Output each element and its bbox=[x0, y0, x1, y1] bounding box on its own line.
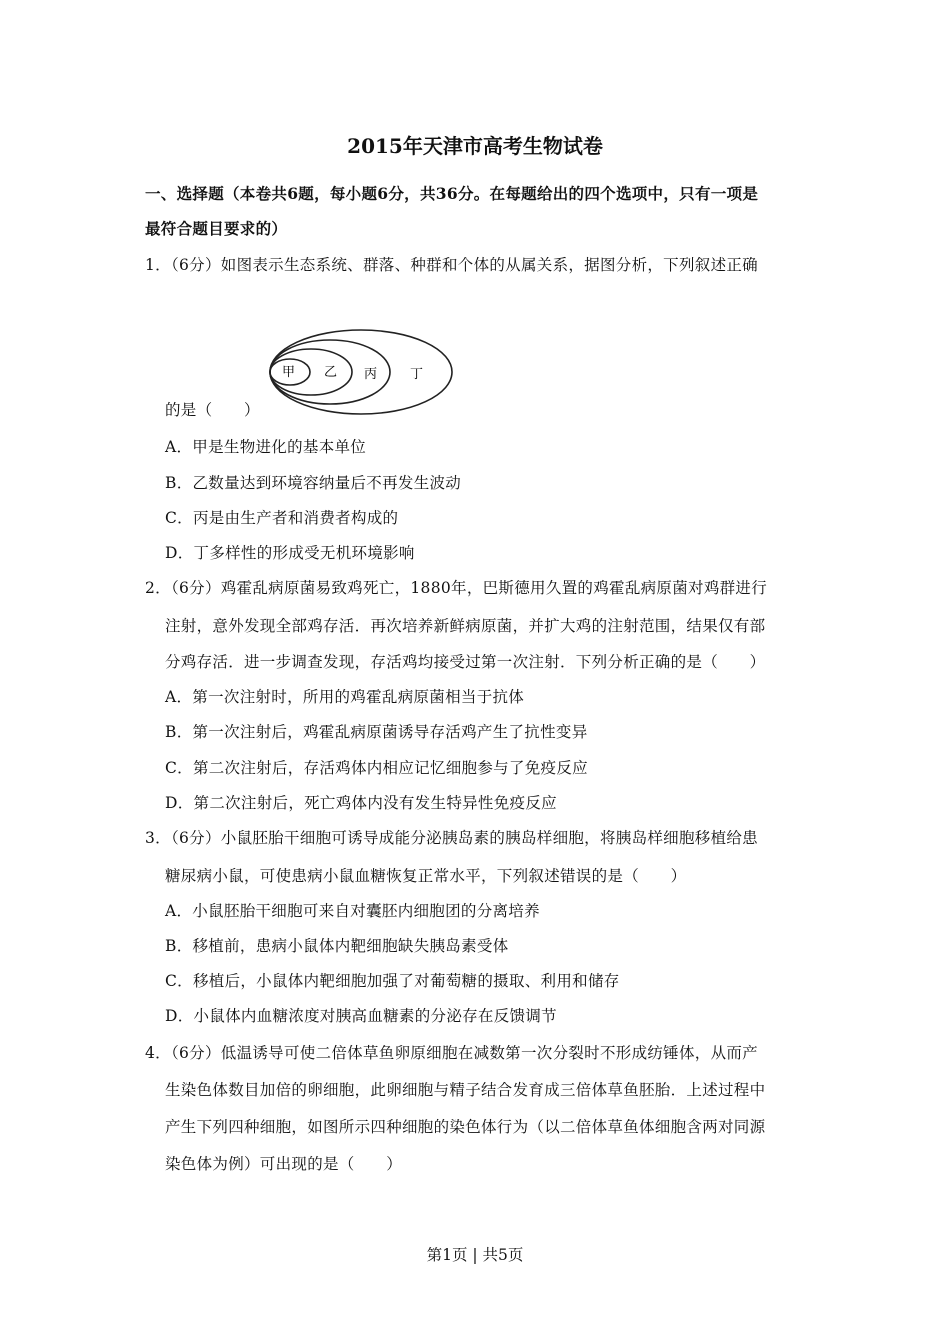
label-yi: 乙 bbox=[324, 365, 338, 380]
question-2-option-c: C．第二次注射后，存活鸡体内相应记忆细胞参与了免疫反应 bbox=[165, 759, 588, 777]
question-1-stem: 1．（6分）如图表示生态系统、群落、种群和个体的从属关系，据图分析，下列叙述正确 bbox=[145, 256, 758, 274]
question-3-stem: 3．（6分）小鼠胚胎干细胞可诱导成能分泌胰岛素的胰岛样细胞，将胰岛样细胞移植给患 bbox=[145, 829, 758, 847]
question-1-option-b: B．乙数量达到环境容纳量后不再发生波动 bbox=[165, 474, 462, 492]
question-2-option-b: B．第一次注射后，鸡霍乱病原菌诱导存活鸡产生了抗性变异 bbox=[165, 723, 588, 741]
question-4-stem-cont: 生染色体数目加倍的卵细胞，此卵细胞与精子结合发育成三倍体草鱼胚胎．上述过程中 bbox=[165, 1081, 766, 1099]
question-1-stem-cont: 的是（ ） bbox=[165, 401, 260, 419]
question-1-option-c: C．丙是由生产者和消费者构成的 bbox=[165, 509, 399, 527]
label-jia: 甲 bbox=[282, 365, 296, 380]
question-1-option-a: A．甲是生物进化的基本单位 bbox=[165, 438, 367, 456]
page-title: 2015年天津市高考生物试卷 bbox=[347, 134, 603, 158]
question-2-stem-cont: 分鸡存活．进一步调查发现，存活鸡均接受过第一次注射．下列分析正确的是（ ） bbox=[165, 653, 766, 671]
question-3-stem-cont: 糖尿病小鼠，可使患病小鼠血糖恢复正常水平，下列叙述错误的是（ ） bbox=[165, 867, 687, 885]
section-heading-cont: 最符合题目要求的） bbox=[145, 219, 288, 238]
question-4-stem-cont: 染色体为例）可出现的是（ ） bbox=[165, 1155, 403, 1173]
question-3-option-a: A．小鼠胚胎干细胞可来自对囊胚内细胞团的分离培养 bbox=[165, 902, 540, 920]
question-1-option-d: D．丁多样性的形成受无机环境影响 bbox=[165, 544, 415, 562]
question-4-stem-cont: 产生下列四种细胞，如图所示四种细胞的染色体行为（以二倍体草鱼体细胞含两对同源 bbox=[165, 1118, 766, 1136]
question-3-option-c: C．移植后，小鼠体内靶细胞加强了对葡萄糖的摄取、利用和储存 bbox=[165, 972, 620, 990]
ellipse-ding bbox=[270, 330, 452, 414]
label-bing: 丙 bbox=[364, 367, 378, 382]
question-4-stem: 4．（6分）低温诱导可使二倍体草鱼卵原细胞在减数第一次分裂时不形成纺锤体，从而产 bbox=[145, 1044, 758, 1062]
label-ding: 丁 bbox=[410, 367, 424, 382]
question-2-stem-cont: 注射，意外发现全部鸡存活．再次培养新鲜病原菌，并扩大鸡的注射范围，结果仅有部 bbox=[165, 617, 766, 635]
question-3-option-d: D．小鼠体内血糖浓度对胰高血糖素的分泌存在反馈调节 bbox=[165, 1007, 557, 1025]
question-2-option-a: A．第一次注射时，所用的鸡霍乱病原菌相当于抗体 bbox=[165, 688, 525, 706]
question-3-option-b: B．移植前，患病小鼠体内靶细胞缺失胰岛素受体 bbox=[165, 937, 509, 955]
question-2-stem: 2．（6分）鸡霍乱病原菌易致鸡死亡，1880年，巴斯德用久置的鸡霍乱病原菌对鸡群进行 bbox=[145, 579, 768, 597]
page-footer: 第1页 | 共5页 bbox=[426, 1246, 524, 1264]
question-2-option-d: D．第二次注射后，死亡鸡体内没有发生特异性免疫反应 bbox=[165, 794, 557, 812]
section-heading: 一、选择题（本卷共6题，每小题6分，共36分。在每题给出的四个选项中，只有一项是 bbox=[145, 184, 759, 203]
